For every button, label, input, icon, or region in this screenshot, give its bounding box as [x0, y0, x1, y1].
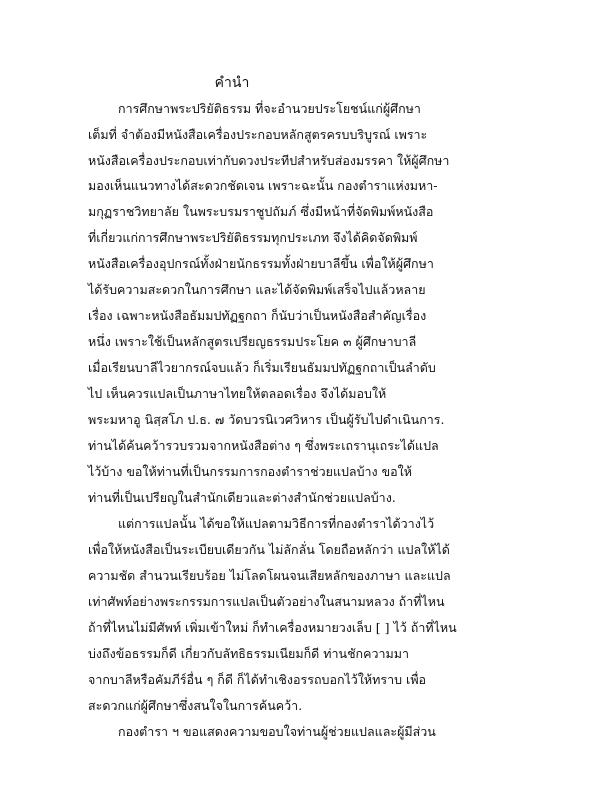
paragraph-line: เรื่อง เฉพาะหนังสือธัมมปทัฏฐกถา ก็นับว่าเป็นหนังสือสำคัญเรื่อง: [88, 308, 427, 323]
paragraph-line: ที่เกี่ยวแก่การศึกษาพระปริยัติธรรมทุกประเภท จึงได้คิดจัดพิมพ์: [88, 230, 418, 245]
paragraph-line: สะดวกแก่ผู้ศึกษาซึ่งสนใจในการค้นคว้า.: [88, 698, 303, 713]
paragraph-line: ท่านที่เป็นเปรียญในสำนักเดียวและต่างสำนักช่วยแปลบ้าง.: [88, 490, 396, 505]
paragraph-line: จากบาลีหรือคัมภีร์อื่น ๆ ก็ดี ก็ได้ทำเชิงอรรถบอกไว้ให้ทราบ เพื่อ: [88, 672, 427, 687]
paragraph-line: เต็มที่ จำต้องมีหนังสือเครื่องประกอบหลักสูตรครบบริบูรณ์ เพราะ: [88, 127, 428, 142]
paragraph-line: พระมหาอู นิสฺสโภ ป.ธ. ๗ วัดบวรนิเวศวิหาร เป็นผู้รับไปดำเนินการ.: [88, 412, 445, 427]
paragraph-line: มกุฏราชวิทยาลัย ในพระบรมราชูปถัมภ์ ซึ่งมีหน้าที่จัดพิมพ์หนังสือ: [88, 204, 434, 219]
paragraph-line: เพื่อให้หนังสือเป็นระเบียบเดียวกัน ไม่ลักลั่น โดยถือหลักว่า แปลให้ได้: [88, 542, 450, 557]
paragraph-line: กองตำรา ฯ ขอแสดงความขอบใจท่านผู้ช่วยแปลและผู้มีส่วน: [118, 724, 436, 739]
paragraph-line: มองเห็นแนวทางได้สะดวกชัดเจน เพราะฉะนั้น กองตำราแห่งมหา-: [88, 178, 438, 193]
paragraph-line: ถ้าที่ไหนไม่มีศัพท์ เพิ่มเข้าใหม่ ก็ทำเครื่องหมายวงเล็บ [ ] ไว้ ถ้าที่ไหน: [88, 620, 457, 635]
paragraph-line: หนังสือเครื่องประกอบเท่ากับดวงประทีปสำหรับส่องมรรคา ให้ผู้ศึกษา: [88, 153, 450, 168]
paragraph-line: เมื่อเรียนบาลีไวยากรณ์จบแล้ว ก็เริ่มเรียนธัมมปทัฏฐกถาเป็นลำดับ: [88, 360, 436, 375]
paragraph-line: ได้รับความสะดวกในการศึกษา และได้จัดพิมพ์เสร็จไปแล้วหลาย: [88, 282, 426, 297]
paragraph-line: หนังสือเครื่องอุปกรณ์ทั้งฝ่ายนักธรรมทั้งฝ่ายบาลีขึ้น เพื่อให้ผู้ศึกษา: [88, 256, 434, 271]
paragraph-line: ท่านได้ค้นคว้ารวบรวมจากหนังสือต่าง ๆ ซึ่งพระเถรานุเถระได้แปล: [88, 438, 439, 453]
paragraph-line: ไว้บ้าง ขอให้ท่านที่เป็นกรรมการกองตำราช่วยแปลบ้าง ขอให้: [88, 464, 413, 479]
paragraph-line: หนึ่ง เพราะใช้เป็นหลักสูตรเปรียญธรรมประโยค ๓ ผู้ศึกษาบาลี: [88, 334, 417, 349]
paragraph-line: ความชัด สำนวนเรียบร้อย ไม่โลดโผนจนเสียหลักของภาษา และแปล: [88, 568, 451, 583]
paragraph-line: ไป เห็นควรแปลเป็นภาษาไทยให้ตลอดเรื่อง จึงได้มอบให้: [88, 386, 387, 401]
paragraph-line: บ่งถึงข้อธรรมก็ดี เกี่ยวกับลัทธิธรรมเนียมก็ดี ท่านชักความมา: [88, 646, 410, 661]
paragraph-line: แต่การแปลนั้น ได้ขอให้แปลตามวิธีการที่กองตำราได้วางไว้: [118, 516, 435, 531]
paragraph-line: เท่าศัพท์อย่างพระกรรมการแปลเป็นตัวอย่างในสนามหลวง ถ้าที่ไหน: [88, 594, 445, 609]
page-title: คำนำ: [214, 75, 250, 91]
paragraph-line: การศึกษาพระปริยัติธรรม ที่จะอำนวยประโยชน์แก่ผู้ศึกษา: [118, 101, 421, 116]
